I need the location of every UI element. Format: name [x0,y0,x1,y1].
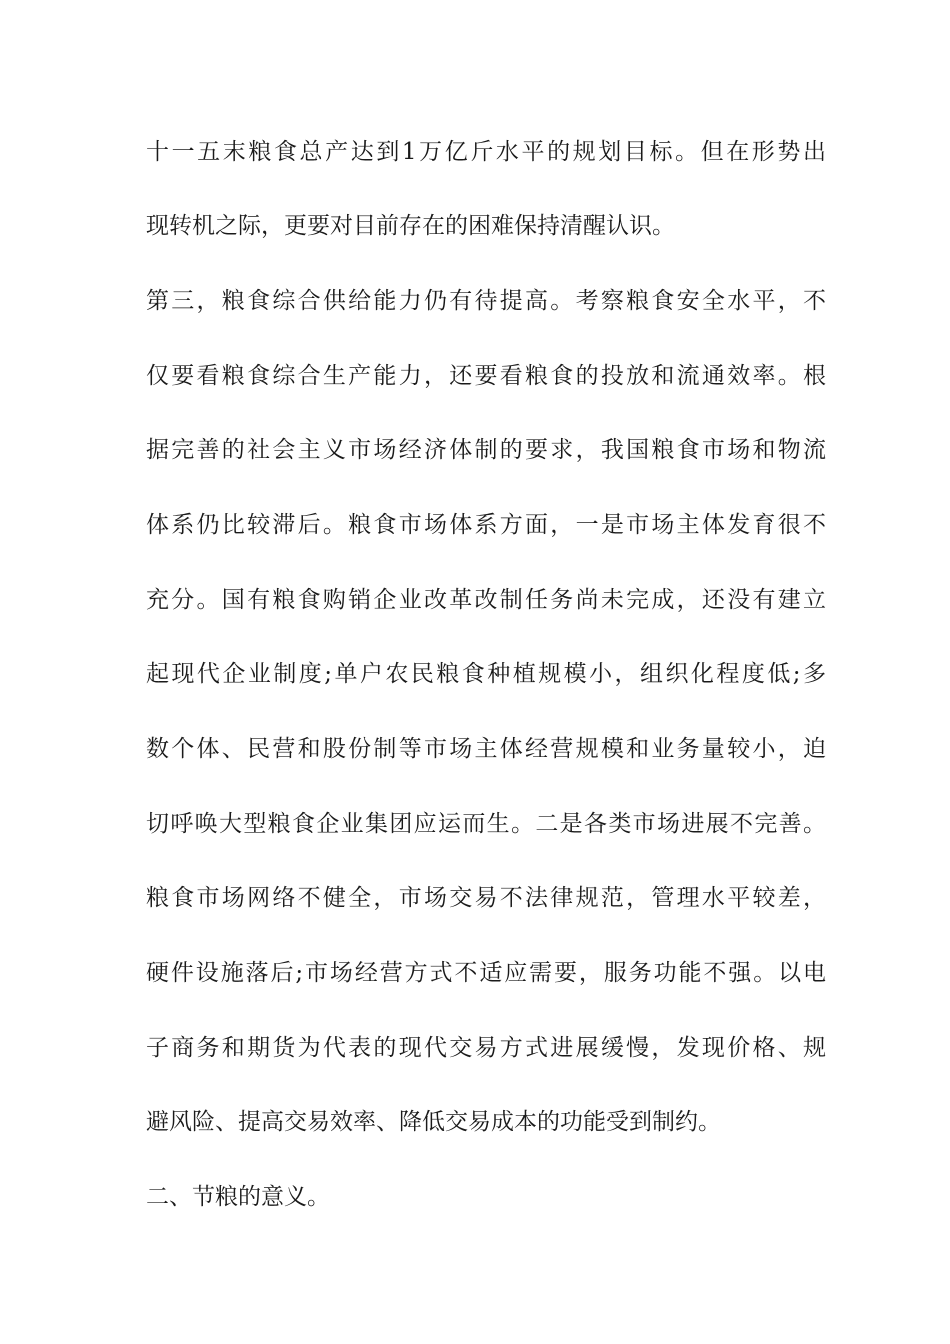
paragraph-line: 十一五末粮食总产达到1万亿斤水平的规划目标。但在形势出 [146,139,826,165]
paragraph-line: 子商务和期货为代表的现代交易方式进展缓慢，发现价格、规 [146,1035,826,1061]
paragraph-line: 避风险、提高交易效率、降低交易成本的功能受到制约。 [146,1109,721,1135]
section-heading: 二、节粮的意义。 [146,1184,330,1210]
paragraph-line: 据完善的社会主义市场经济体制的要求，我国粮食市场和物流 [146,437,826,463]
paragraph-line: 充分。国有粮食购销企业改革改制任务尚未完成，还没有建立 [146,587,826,613]
paragraph-line: 硬件设施落后;市场经营方式不适应需要，服务功能不强。以电 [146,960,826,986]
paragraph-line: 仅要看粮食综合生产能力，还要看粮食的投放和流通效率。根 [146,363,826,389]
paragraph-line: 粮食市场网络不健全，市场交易不法律规范，管理水平较差， [146,885,826,911]
paragraph-line: 切呼唤大型粮食企业集团应运而生。二是各类市场进展不完善。 [146,811,826,837]
paragraph-line: 起现代企业制度;单户农民粮食种植规模小，组织化程度低;多 [146,661,826,687]
paragraph-line: 第三，粮食综合供给能力仍有待提高。考察粮食安全水平，不 [146,288,826,314]
paragraph-line: 体系仍比较滞后。粮食市场体系方面，一是市场主体发育很不 [146,512,826,538]
paragraph-line: 数个体、民营和股份制等市场主体经营规模和业务量较小，迫 [146,736,826,762]
paragraph-line: 现转机之际，更要对目前存在的困难保持清醒认识。 [146,213,675,239]
